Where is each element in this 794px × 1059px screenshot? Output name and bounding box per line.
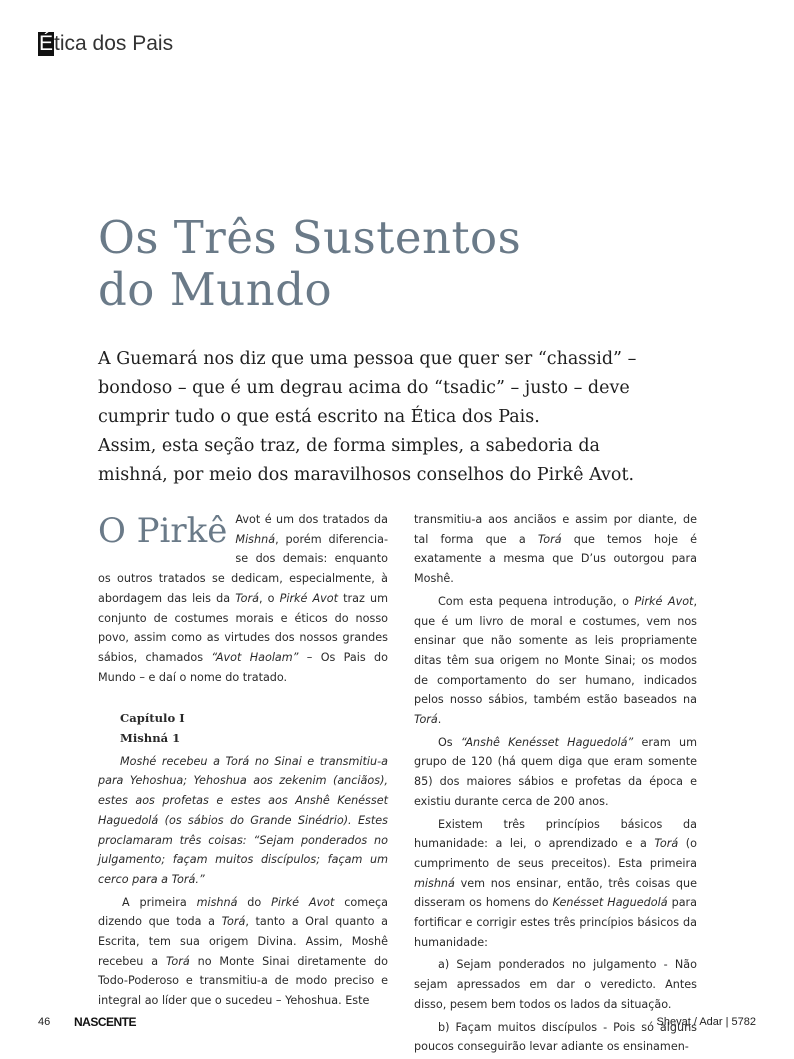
article-intro [98, 345, 698, 490]
article-title-line2: do Mundo [98, 263, 333, 316]
drop-word: O Pirkê [98, 511, 228, 551]
section-header-text: tica dos Pais [54, 32, 174, 55]
list-item: a) Sejam ponderados no julgamento - Não sejam apressados em dar o veredicto. Antes disso, pesem bem todos os lados da situação. [414, 958, 697, 1011]
section-header [38, 30, 173, 56]
chapter-heading: Capítulo I [120, 711, 185, 726]
mishna-quote: Moshé recebeu a Torá no Sinai e transmitiu-a para Yehoshua; Yehoshua aos zekenim (anciãos), estes aos profetas e estes aos Anshê Kenésset Haguedolá (os sábios do Grande Sinédrio). Estes proclamaram três coisas: “Sejam ponderados no julgamento; façam muitos discípulos; façam um cerco para a Torá.” [98, 754, 388, 886]
page-number: 46 [38, 1016, 51, 1028]
section-header-initial: É [39, 32, 54, 55]
list-item: b) Façam muitos discípulos - Pois só alguns poucos conseguirão levar adiante os ensinamen- [414, 1020, 697, 1054]
body-paragraph: A primeira mishná do Pirké Avot começa dizendo que toda a Torá, tanto a Oral quanto a Escrita, tem sua origem Divina. Assim, Moshê recebeu a Torá no Monte Sinai diretamente do Todo-Poderoso e transmitiu-a de modo preciso e integral ao líder que o sucedeu – Yehoshua. Este [98, 895, 389, 1008]
article-title-line1: Os Três Sustentos [98, 211, 522, 264]
intro-line: Assim, esta seção traz, de forma simples, a sabedoria da [98, 436, 600, 456]
intro-line: bondoso – que é um degrau acima do “tsadic” – justo – deve [98, 378, 630, 398]
right-column [414, 510, 697, 1057]
page-footer [0, 1013, 794, 1033]
left-column [98, 510, 388, 1011]
magazine-logo: NASCENTE [74, 1015, 137, 1029]
mishna-heading: Mishná 1 [120, 731, 181, 746]
body-paragraph: Os “Anshê Kenésset Haguedolá” eram um grupo de 120 (há quem diga que eram somente 85) dos maiores sábios e profetas da época e existiu durante cerca de 200 anos. [414, 735, 697, 808]
issue-label: Shevat / Adar | 5782 [656, 1016, 756, 1028]
intro-line: mishná, por meio dos maravilhosos conselhos do Pirkê Avot. [98, 465, 635, 485]
body-paragraph: transmitiu-a aos anciãos e assim por diante, de tal forma que a Torá que temos hoje é exatamente a mesma que D’us outorgou para Moshê. [414, 513, 697, 586]
body-paragraph: Existem três princípios básicos da humanidade: a lei, o aprendizado e a Torá (o cumprimento de seus preceitos). Esta primeira mishná vem nos ensinar, então, três coisas que disseram os homens do Kenésset Haguedolá para fortificar e corrigir estes três princípios básicos da humanidade: [414, 817, 698, 949]
intro-line: cumprir tudo o que está escrito na Ética dos Pais. [98, 407, 540, 427]
article-title [98, 212, 738, 316]
opening-paragraph: O Pirkê Avot é um dos tratados da Mishná, porém diferencia-se dos demais: enquanto os outros tratados se dedicam, especialmente, à abordagem das leis da Torá, o Pirké Avot traz um conjunto de costumes morais e éticos do nosso povo, assim como as virtudes dos nossos grandes sábios, chamados “Avot Haolam” – Os Pais do Mundo – e daí o nome do tratado. [98, 511, 388, 684]
intro-line: A Guemará nos diz que uma pessoa que quer ser “chassid” – [98, 349, 637, 369]
body-paragraph: Com esta pequena introdução, o Pirké Avot, que é um livro de moral e costumes, vem nos ensinar que não somente as leis propriamente ditas têm sua origem no Monte Sinai; os modos de comportamento do ser humano, indicados pelos nosso sábios, também estão baseados na Torá. [414, 594, 697, 727]
